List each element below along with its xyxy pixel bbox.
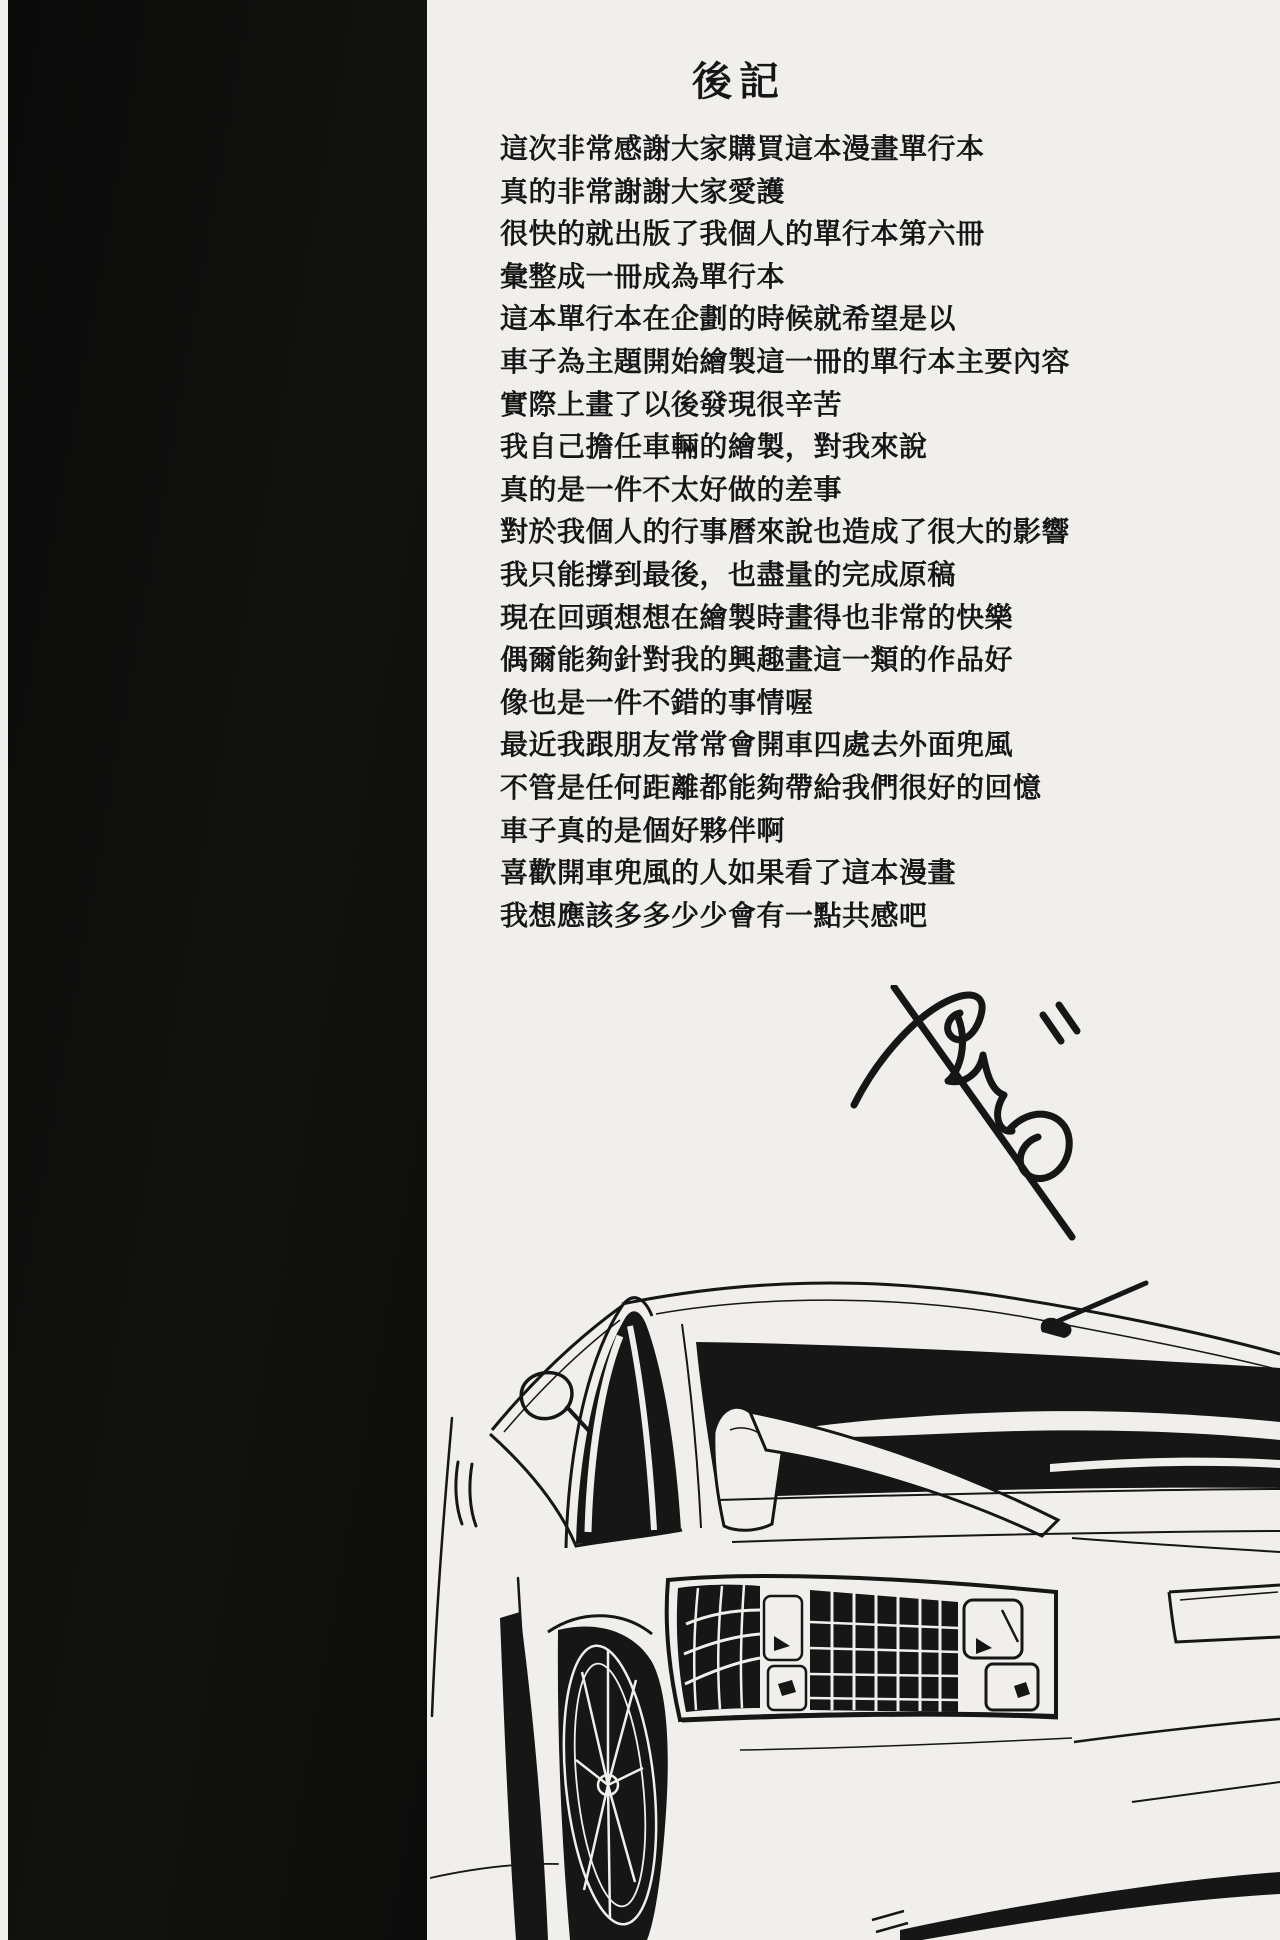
side-windows xyxy=(490,1298,701,1548)
afterword-line: 我想應該多多少少會有一點共感吧 xyxy=(500,898,928,932)
afterword-line: 這本單行本在企劃的時候就希望是以 xyxy=(500,302,957,336)
afterword-line: 車子為主題開始繪製這一冊的單行本主要內容 xyxy=(500,344,1071,378)
afterword-line: 現在回頭想想在繪製時畫得也非常的快樂 xyxy=(500,600,1014,634)
afterword-line: 我只能撐到最後，也盡量的完成原稿 xyxy=(500,557,957,591)
afterword-line: 喜歡開車兜風的人如果看了這本漫畫 xyxy=(500,856,957,890)
afterword-line: 很快的就出版了我個人的單行本第六冊 xyxy=(500,217,985,251)
signature-strokes xyxy=(854,987,1077,1237)
afterword-line: 不管是任何距離都能夠帶給我們很好的回憶 xyxy=(500,770,1042,804)
author-signature xyxy=(840,985,1140,1250)
afterword-title: 後記 xyxy=(692,59,786,105)
afterword-line: 真的是一件不太好做的差事 xyxy=(500,472,843,506)
afterword-line: 實際上畫了以後發現很辛苦 xyxy=(500,387,843,421)
taillight-cluster xyxy=(667,1576,1058,1720)
afterword-text xyxy=(500,128,1070,937)
afterword-line: 最近我跟朋友常常會開車四處去外面兜風 xyxy=(500,728,1014,762)
left-black-bar xyxy=(8,0,427,1940)
rear-bumper xyxy=(740,1719,1280,1940)
afterword-line: 像也是一件不錯的事情喔 xyxy=(500,685,814,719)
afterword-line: 偶爾能夠針對我的興趣畫這一類的作品好 xyxy=(500,643,1014,677)
afterword-line: 車子真的是個好夥伴啊 xyxy=(500,813,786,847)
rear-wheel xyxy=(500,1612,668,1940)
afterword-line: 這次非常感謝大家購買這本漫畫單行本 xyxy=(500,132,985,165)
afterword-line: 我自己擔任車輛的繪製，對我來說 xyxy=(500,430,928,464)
afterword-line: 對於我個人的行事曆來說也造成了很大的影響 xyxy=(500,515,1071,549)
afterword-line: 彙整成一冊成為單行本 xyxy=(500,259,786,293)
car-illustration xyxy=(430,1280,1280,1940)
afterword-line: 真的非常謝謝大家愛護 xyxy=(500,174,786,208)
